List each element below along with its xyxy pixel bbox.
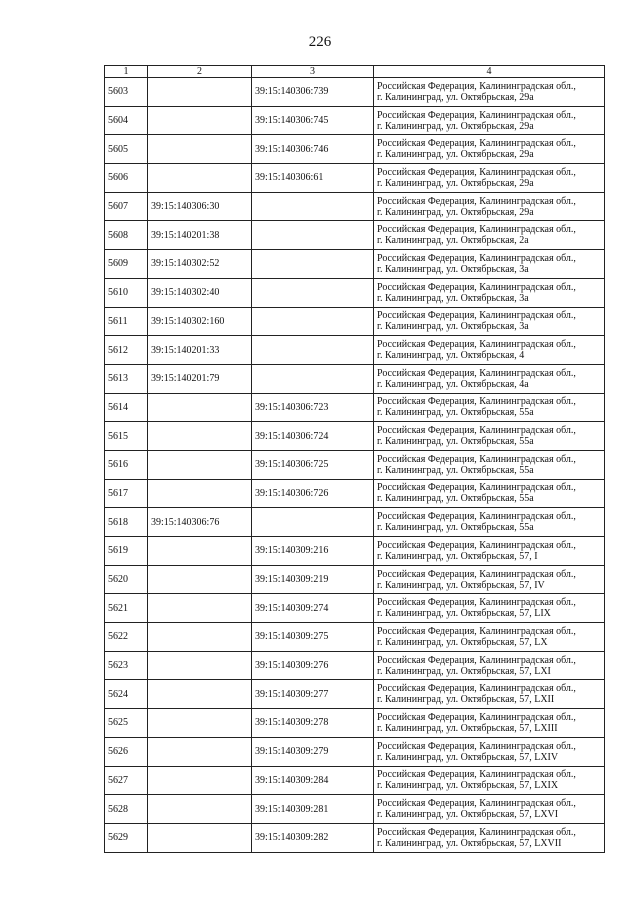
address-line-2: г. Калининград, ул. Октябрьская, 57, LX <box>377 636 548 648</box>
cadastral-number-col3 <box>252 307 374 336</box>
header-col-4: 4 <box>374 66 605 78</box>
row-number: 5621 <box>105 594 148 623</box>
table-row <box>105 106 605 135</box>
address-cell <box>374 221 605 250</box>
address-line-2: г. Калининград, ул. Октябрьская, 57, IV <box>377 579 545 591</box>
address-line-1: Российская Федерация, Калининградская обл., <box>377 281 576 293</box>
cadastral-number-col3: 39:15:140306:739 <box>252 78 374 107</box>
cadastral-number-col3: 39:15:140306:724 <box>252 422 374 451</box>
address-line-1: Российская Федерация, Калининградская обл., <box>377 597 576 609</box>
cadastral-number-col3 <box>252 364 374 393</box>
cadastral-number-col2 <box>148 537 252 566</box>
address-cell <box>374 192 605 221</box>
cadastral-number-col3: 39:15:140306:726 <box>252 479 374 508</box>
cadastral-number-col3: 39:15:140309:275 <box>252 623 374 652</box>
page-number: 226 <box>308 34 332 50</box>
address-line-1: Российская Федерация, Калининградская обл., <box>377 138 576 150</box>
address-line-1: Российская Федерация, Калининградская обл., <box>377 711 576 723</box>
address-line-1: Российская Федерация, Калининградская обл., <box>377 482 576 494</box>
table-row <box>105 623 605 652</box>
row-number: 5613 <box>105 364 148 393</box>
address-cell <box>374 307 605 336</box>
address-line-1: Российская Федерация, Калининградская обл., <box>377 683 576 695</box>
address-line-1: Российская Федерация, Калининградская обл., <box>377 740 576 752</box>
row-number: 5629 <box>105 823 148 852</box>
cadastral-number-col3: 39:15:140309:274 <box>252 594 374 623</box>
cadastral-number-col2 <box>148 594 252 623</box>
address-line-2: г. Калининград, ул. Октябрьская, 55а <box>377 522 534 534</box>
cadastral-number-col3: 39:15:140309:276 <box>252 651 374 680</box>
address-line-1: Российская Федерация, Калининградская обл., <box>377 568 576 580</box>
cadastral-number-col2: 39:15:140201:38 <box>148 221 252 250</box>
address-cell <box>374 680 605 709</box>
table-row <box>105 78 605 107</box>
row-number: 5618 <box>105 508 148 537</box>
address-cell <box>374 766 605 795</box>
cadastral-number-col2: 39:15:140302:160 <box>148 307 252 336</box>
address-line-2: г. Калининград, ул. Октябрьская, 57, LXVI <box>377 809 559 821</box>
table-row <box>105 192 605 221</box>
address-cell <box>374 565 605 594</box>
table-row <box>105 651 605 680</box>
address-cell <box>374 135 605 164</box>
table-row <box>105 823 605 852</box>
address-cell <box>374 364 605 393</box>
address-cell <box>374 78 605 107</box>
cadastral-number-col3 <box>252 192 374 221</box>
row-number: 5607 <box>105 192 148 221</box>
table-row <box>105 537 605 566</box>
address-line-1: Российская Федерация, Калининградская обл., <box>377 252 576 264</box>
table-row <box>105 565 605 594</box>
address-line-2: г. Калининград, ул. Октябрьская, 3а <box>377 321 529 333</box>
address-line-2: г. Калининград, ул. Октябрьская, 29а <box>377 149 534 161</box>
row-number: 5622 <box>105 623 148 652</box>
address-line-1: Российская Федерация, Калининградская обл., <box>377 367 576 379</box>
table-row <box>105 307 605 336</box>
cadastral-number-col3: 39:15:140309:281 <box>252 795 374 824</box>
address-line-1: Российская Федерация, Калининградская обл., <box>377 769 576 781</box>
registry-table <box>104 65 605 853</box>
table-row <box>105 594 605 623</box>
cadastral-number-col2: 39:15:140302:52 <box>148 250 252 279</box>
address-line-2: г. Калининград, ул. Октябрьская, 3а <box>377 292 529 304</box>
address-line-2: г. Калининград, ул. Октябрьская, 57, LIX <box>377 608 551 620</box>
address-cell <box>374 479 605 508</box>
cadastral-number-col2 <box>148 766 252 795</box>
cadastral-number-col3: 39:15:140306:61 <box>252 164 374 193</box>
cadastral-number-col2: 39:15:140302:40 <box>148 278 252 307</box>
address-cell <box>374 450 605 479</box>
address-cell <box>374 823 605 852</box>
address-line-1: Российская Федерация, Калининградская обл., <box>377 396 576 408</box>
address-line-1: Российская Федерация, Калининградская обл., <box>377 625 576 637</box>
address-line-1: Российская Федерация, Калининградская обл., <box>377 826 576 838</box>
address-cell <box>374 336 605 365</box>
address-line-1: Российская Федерация, Калининградская обл., <box>377 166 576 178</box>
row-number: 5627 <box>105 766 148 795</box>
address-line-2: г. Калининград, ул. Октябрьская, 57, LXIV <box>377 751 559 763</box>
address-line-2: г. Калининград, ул. Октябрьская, 4а <box>377 378 529 390</box>
table-row <box>105 479 605 508</box>
address-line-1: Российская Федерация, Калининградская обл., <box>377 195 576 207</box>
address-line-2: г. Калининград, ул. Октябрьская, 57, LXIII <box>377 722 558 734</box>
row-number: 5608 <box>105 221 148 250</box>
cadastral-number-col3 <box>252 508 374 537</box>
table-row <box>105 737 605 766</box>
cadastral-number-col2 <box>148 106 252 135</box>
address-cell <box>374 164 605 193</box>
address-cell <box>374 795 605 824</box>
address-line-2: г. Калининград, ул. Октябрьская, 55а <box>377 464 534 476</box>
cadastral-number-col2 <box>148 450 252 479</box>
row-number: 5614 <box>105 393 148 422</box>
cadastral-number-col3 <box>252 336 374 365</box>
address-line-1: Российская Федерация, Калининградская обл., <box>377 224 576 236</box>
row-number: 5626 <box>105 737 148 766</box>
address-line-2: г. Калининград, ул. Октябрьская, 55а <box>377 407 534 419</box>
address-cell <box>374 737 605 766</box>
table-row <box>105 250 605 279</box>
cadastral-number-col3: 39:15:140309:284 <box>252 766 374 795</box>
cadastral-number-col2 <box>148 565 252 594</box>
row-number: 5616 <box>105 450 148 479</box>
cadastral-number-col2 <box>148 709 252 738</box>
cadastral-number-col2: 39:15:140306:30 <box>148 192 252 221</box>
row-number: 5620 <box>105 565 148 594</box>
address-cell <box>374 651 605 680</box>
address-line-2: г. Калининград, ул. Октябрьская, 57, LXI <box>377 665 551 677</box>
address-line-2: г. Калининград, ул. Октябрьская, 29а <box>377 177 534 189</box>
table-row <box>105 364 605 393</box>
table-row <box>105 422 605 451</box>
cadastral-number-col3: 39:15:140309:279 <box>252 737 374 766</box>
table-row <box>105 508 605 537</box>
address-line-2: г. Калининград, ул. Октябрьская, 57, LXII <box>377 694 555 706</box>
row-number: 5605 <box>105 135 148 164</box>
table-row <box>105 766 605 795</box>
header-col-2: 2 <box>148 66 252 78</box>
address-cell <box>374 393 605 422</box>
cadastral-number-col3: 39:15:140309:277 <box>252 680 374 709</box>
table-row <box>105 680 605 709</box>
cadastral-number-col3: 39:15:140306:723 <box>252 393 374 422</box>
cadastral-number-col2 <box>148 422 252 451</box>
address-line-1: Российская Федерация, Калининградская обл., <box>377 339 576 351</box>
table-row <box>105 709 605 738</box>
cadastral-number-col2 <box>148 78 252 107</box>
address-line-2: г. Калининград, ул. Октябрьская, 57, I <box>377 550 538 562</box>
cadastral-number-col2 <box>148 393 252 422</box>
cadastral-number-col2 <box>148 737 252 766</box>
header-col-3: 3 <box>252 66 374 78</box>
address-line-2: г. Калининград, ул. Октябрьская, 57, LXIX <box>377 780 559 792</box>
table-body <box>105 78 605 853</box>
address-line-1: Российская Федерация, Калининградская обл., <box>377 654 576 666</box>
row-number: 5625 <box>105 709 148 738</box>
address-line-2: г. Калининград, ул. Октябрьская, 29а <box>377 206 534 218</box>
table-row <box>105 336 605 365</box>
address-line-2: г. Калининград, ул. Октябрьская, 29а <box>377 120 534 132</box>
table-header <box>105 66 605 78</box>
address-line-1: Российская Федерация, Калининградская обл., <box>377 80 576 92</box>
address-cell <box>374 709 605 738</box>
address-line-1: Российская Федерация, Калининградская обл., <box>377 453 576 465</box>
row-number: 5611 <box>105 307 148 336</box>
cadastral-number-col3 <box>252 221 374 250</box>
cadastral-number-col3: 39:15:140306:746 <box>252 135 374 164</box>
row-number: 5619 <box>105 537 148 566</box>
table-row <box>105 393 605 422</box>
address-line-1: Российская Федерация, Калининградская обл., <box>377 511 576 523</box>
address-cell <box>374 278 605 307</box>
row-number: 5603 <box>105 78 148 107</box>
table-row <box>105 221 605 250</box>
cadastral-number-col3: 39:15:140306:725 <box>252 450 374 479</box>
address-line-1: Российская Федерация, Калининградская обл., <box>377 109 576 121</box>
table-row <box>105 164 605 193</box>
address-line-2: г. Калининград, ул. Октябрьская, 3а <box>377 263 529 275</box>
cadastral-number-col2 <box>148 680 252 709</box>
address-line-2: г. Калининград, ул. Октябрьская, 4 <box>377 350 525 362</box>
row-number: 5628 <box>105 795 148 824</box>
cadastral-number-col2 <box>148 135 252 164</box>
row-number: 5610 <box>105 278 148 307</box>
cadastral-number-col3 <box>252 278 374 307</box>
row-number: 5617 <box>105 479 148 508</box>
table-row <box>105 135 605 164</box>
cadastral-number-col3: 39:15:140309:282 <box>252 823 374 852</box>
address-line-1: Российская Федерация, Калининградская обл., <box>377 425 576 437</box>
row-number: 5623 <box>105 651 148 680</box>
cadastral-number-col2 <box>148 623 252 652</box>
address-line-2: г. Калининград, ул. Октябрьская, 55а <box>377 436 534 448</box>
cadastral-number-col3 <box>252 250 374 279</box>
address-line-2: г. Калининград, ул. Октябрьская, 29а <box>377 91 534 103</box>
cadastral-number-col3: 39:15:140309:216 <box>252 537 374 566</box>
row-number: 5615 <box>105 422 148 451</box>
cadastral-number-col2 <box>148 823 252 852</box>
cadastral-number-col3: 39:15:140306:745 <box>252 106 374 135</box>
address-line-2: г. Калининград, ул. Октябрьская, 57, LXVII <box>377 837 562 849</box>
table-row <box>105 278 605 307</box>
address-cell <box>374 594 605 623</box>
cadastral-number-col3: 39:15:140309:278 <box>252 709 374 738</box>
cadastral-number-col2 <box>148 479 252 508</box>
address-cell <box>374 250 605 279</box>
address-line-2: г. Калининград, ул. Октябрьская, 55а <box>377 493 534 505</box>
address-cell <box>374 623 605 652</box>
cadastral-number-col2: 39:15:140201:79 <box>148 364 252 393</box>
cadastral-number-col2 <box>148 164 252 193</box>
cadastral-number-col2 <box>148 795 252 824</box>
cadastral-number-col3: 39:15:140309:219 <box>252 565 374 594</box>
row-number: 5604 <box>105 106 148 135</box>
row-number: 5612 <box>105 336 148 365</box>
table-row <box>105 450 605 479</box>
address-cell <box>374 537 605 566</box>
row-number: 5606 <box>105 164 148 193</box>
address-line-2: г. Калининград, ул. Октябрьская, 2а <box>377 235 529 247</box>
cadastral-number-col2: 39:15:140201:33 <box>148 336 252 365</box>
address-cell <box>374 106 605 135</box>
cadastral-number-col2 <box>148 651 252 680</box>
row-number: 5609 <box>105 250 148 279</box>
address-cell <box>374 508 605 537</box>
address-line-1: Российская Федерация, Калининградская обл., <box>377 310 576 322</box>
header-col-1: 1 <box>105 66 148 78</box>
cadastral-number-col2: 39:15:140306:76 <box>148 508 252 537</box>
address-line-1: Российская Федерация, Калининградская обл., <box>377 539 576 551</box>
table-row <box>105 795 605 824</box>
address-line-1: Российская Федерация, Калининградская обл., <box>377 798 576 810</box>
row-number: 5624 <box>105 680 148 709</box>
address-cell <box>374 422 605 451</box>
